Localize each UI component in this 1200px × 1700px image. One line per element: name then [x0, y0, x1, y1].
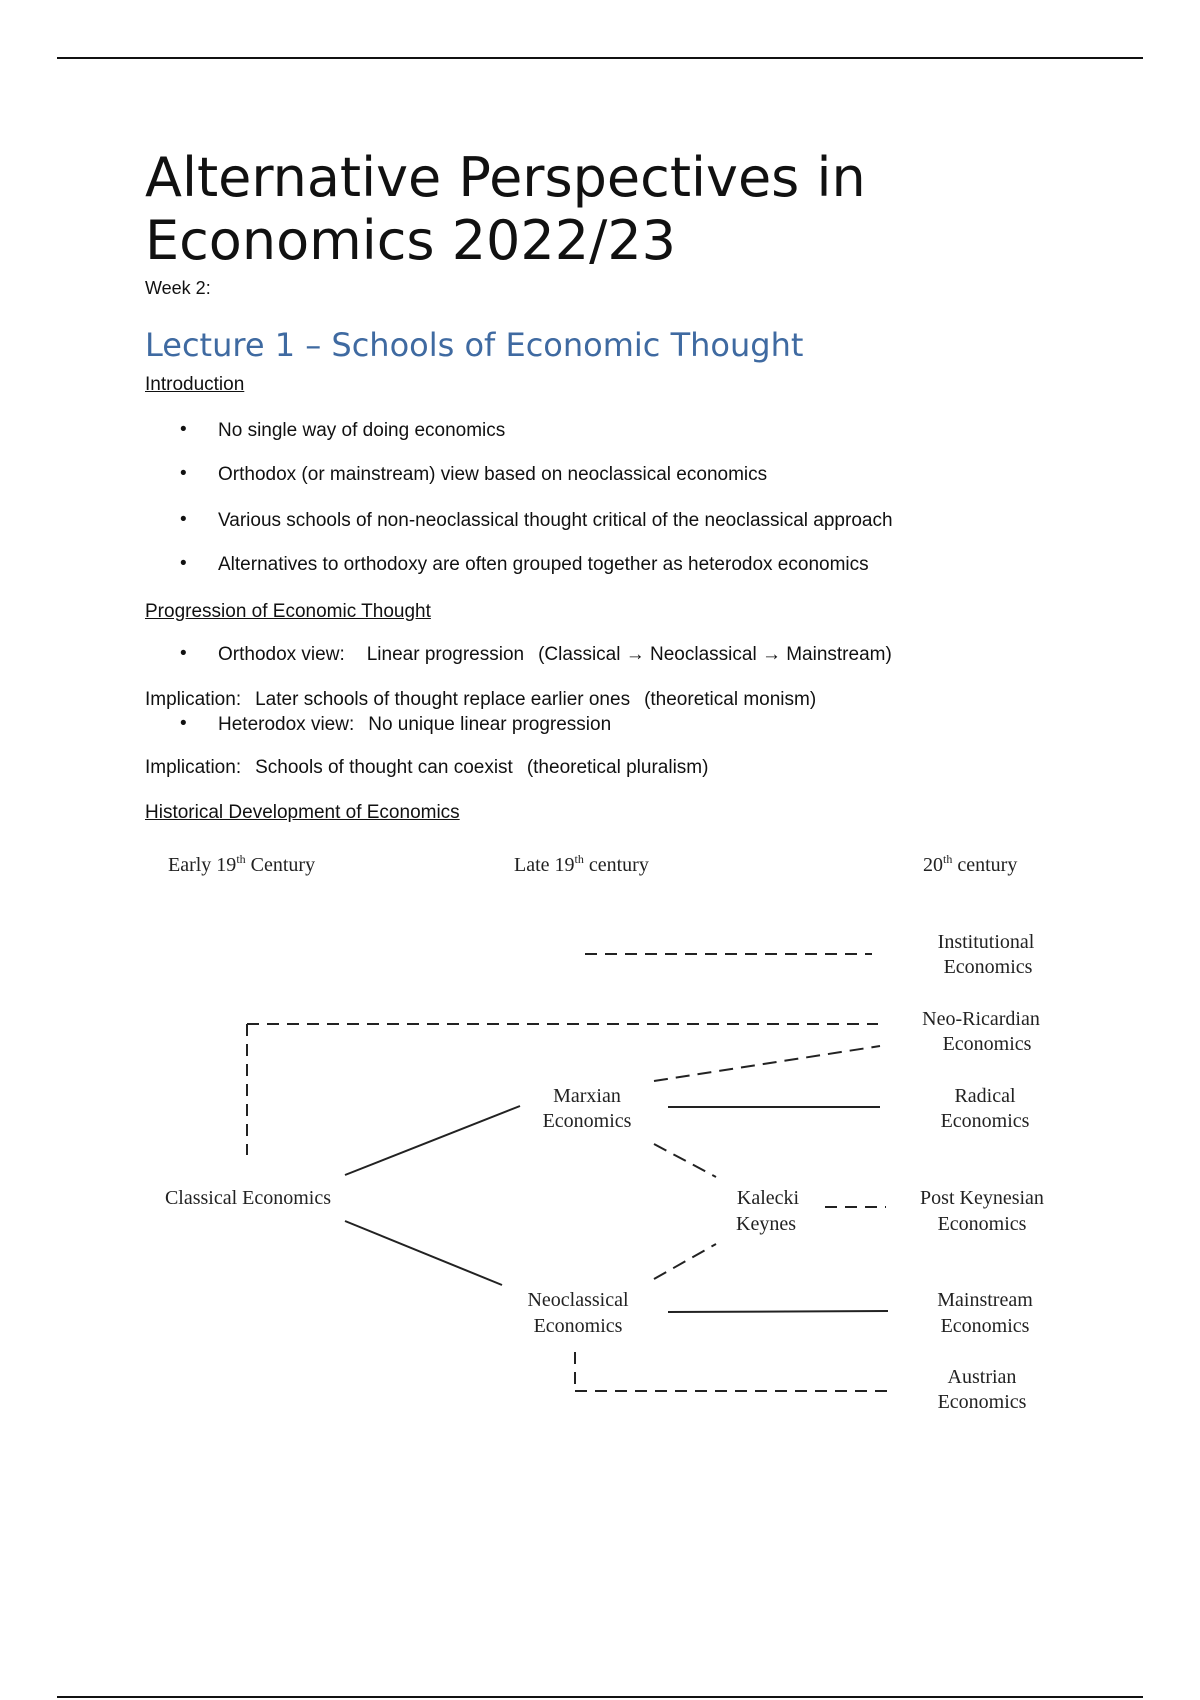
svg-text:Economics: Economics: [533, 1315, 623, 1337]
bullet-icon: •: [180, 713, 187, 734]
implication-monism: Implication: Later schools of thought replace earlier ones (theoretical monism): [145, 689, 817, 710]
svg-text:Economics: Economics: [937, 1391, 1027, 1413]
period-early-19th: Early 19th Century: [168, 852, 316, 876]
footer-rule: [57, 1696, 1143, 1698]
svg-text:Radical: Radical: [954, 1085, 1016, 1107]
introduction-heading: Introduction: [145, 374, 245, 395]
node-mainstream-economics: [937, 1289, 1033, 1337]
period-late-19th: Late 19th century: [514, 852, 649, 876]
node-austrian-economics: [938, 1366, 1027, 1413]
connector-neoclassical-mainstream: [668, 1311, 888, 1312]
page-title: Alternative Perspectives in Economics 2022/23: [145, 146, 866, 272]
period-20th: 20th century: [923, 852, 1018, 876]
bullet-icon: •: [180, 419, 187, 440]
bullet-icon: •: [180, 463, 187, 484]
economic-thought-diagram: [0, 840, 1200, 1420]
connector-neoclassical-keynes: [654, 1244, 716, 1279]
svg-text:Economics: Economics: [942, 1033, 1032, 1055]
connector-classical-neoclassical: [345, 1221, 502, 1285]
connector-classical-marxian: [345, 1106, 520, 1175]
svg-text:Neo-Ricardian: Neo-Ricardian: [922, 1008, 1040, 1030]
svg-text:Economics: Economics: [937, 1213, 1027, 1235]
week-label: Week 2:: [145, 278, 211, 298]
svg-text:Economics: Economics: [542, 1110, 632, 1132]
bullet-icon: •: [180, 509, 187, 530]
node-institutional-economics: [938, 931, 1035, 978]
lecture-heading: Lecture 1 – Schools of Economic Thought: [145, 326, 804, 364]
connector-marxian-kalecki: [654, 1144, 716, 1177]
connector-marxian-neoricardian: [654, 1046, 880, 1081]
progression-heading: Progression of Economic Thought: [145, 601, 431, 622]
node-radical-economics: [941, 1085, 1030, 1132]
svg-text:Marxian: Marxian: [553, 1085, 621, 1107]
node-marxian-economics: [543, 1085, 632, 1132]
historical-heading: Historical Development of Economics: [145, 802, 460, 823]
bullet-icon: •: [180, 643, 187, 664]
node-kalecki-keynes: [736, 1187, 800, 1235]
svg-text:Mainstream: Mainstream: [937, 1289, 1033, 1311]
svg-text:Post Keynesian: Post Keynesian: [920, 1187, 1044, 1209]
svg-text:Institutional: Institutional: [937, 931, 1035, 953]
svg-text:Economics: Economics: [943, 956, 1033, 978]
svg-text:Neoclassical: Neoclassical: [527, 1289, 629, 1311]
header-rule: [57, 57, 1143, 59]
implication-pluralism: Implication: Schools of thought can coexist (theoretical pluralism): [145, 757, 709, 778]
node-neoclassical-economics: [527, 1289, 629, 1337]
svg-text:Economics: Economics: [940, 1110, 1030, 1132]
svg-text:Austrian: Austrian: [947, 1366, 1017, 1388]
svg-text:Kalecki: Kalecki: [736, 1187, 800, 1209]
svg-text:Keynes: Keynes: [736, 1213, 796, 1235]
svg-text:Economics: Economics: [940, 1315, 1030, 1337]
node-neoricardian-economics: [922, 1008, 1040, 1055]
node-postkeynesian-economics: [920, 1187, 1044, 1235]
bullet-icon: •: [180, 553, 187, 574]
node-classical-economics: Classical Economics: [164, 1187, 332, 1209]
